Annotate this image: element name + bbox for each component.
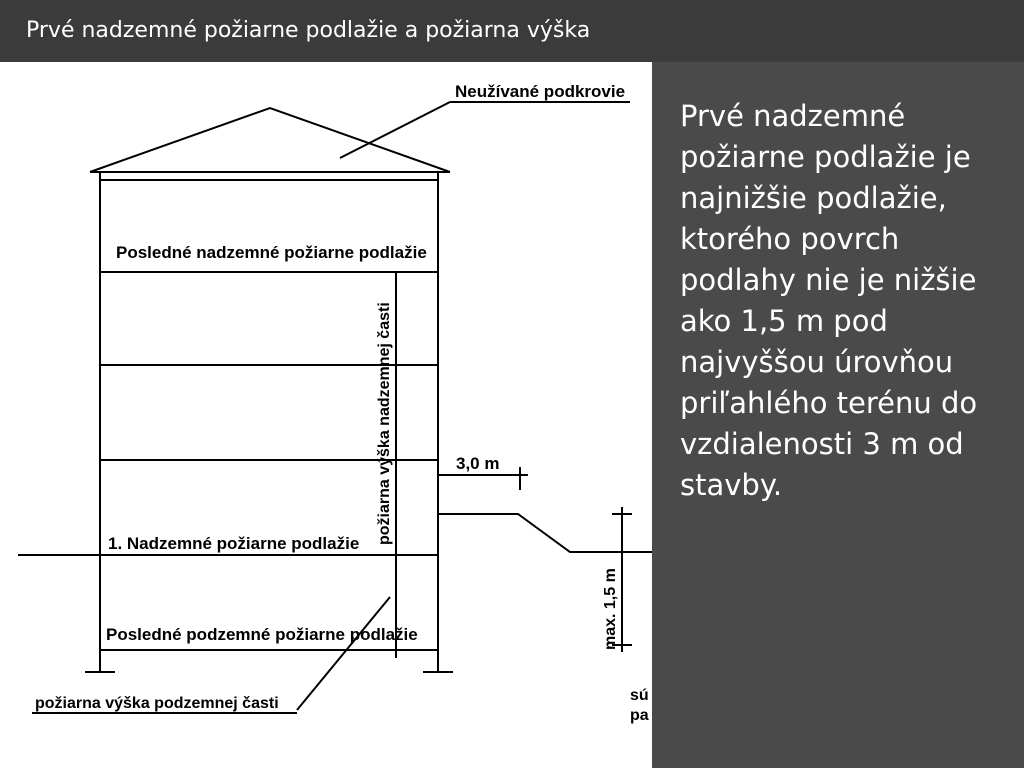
underground-leader-line xyxy=(297,597,390,710)
roof-outline xyxy=(90,108,450,172)
title-bar xyxy=(0,0,1024,62)
definition-text: Prvé nadzemné požiarne podlažie je najnižšie podlažie, ktorého povrch podlahy nie je nižšie ako 1,5 m pod najvyššou úrovňou priľahlého terénu do vzdialenosti 3 m od stavby. xyxy=(680,99,978,502)
building-section-diagram xyxy=(0,62,652,768)
last-underground-floor-label: Posledné podzemné požiarne podlažie xyxy=(106,625,418,644)
unused-attic-label: Neužívané podkrovie xyxy=(455,82,626,101)
fire-height-above-ground-label: požiarna výška nadzemnej časti xyxy=(376,302,393,545)
cut-off-label-2: pa xyxy=(630,707,649,724)
attic-leader-line xyxy=(340,102,450,158)
slide-title: Prvé nadzemné požiarne podlažie a požiarna výška xyxy=(26,18,591,43)
distance-label: 3,0 m xyxy=(456,454,500,473)
first-above-ground-floor-label: 1. Nadzemné požiarne podlažie xyxy=(108,534,360,553)
diagram-svg xyxy=(0,62,652,768)
fire-height-underground-label: požiarna výška podzemnej časti xyxy=(35,695,279,712)
max-depth-label: max. 1,5 m xyxy=(602,568,619,650)
last-above-ground-floor-label: Posledné nadzemné požiarne podlažie xyxy=(116,243,427,262)
cut-off-label-1: sú xyxy=(630,687,649,704)
definition-panel xyxy=(652,62,1024,768)
terrain-profile xyxy=(438,514,652,552)
